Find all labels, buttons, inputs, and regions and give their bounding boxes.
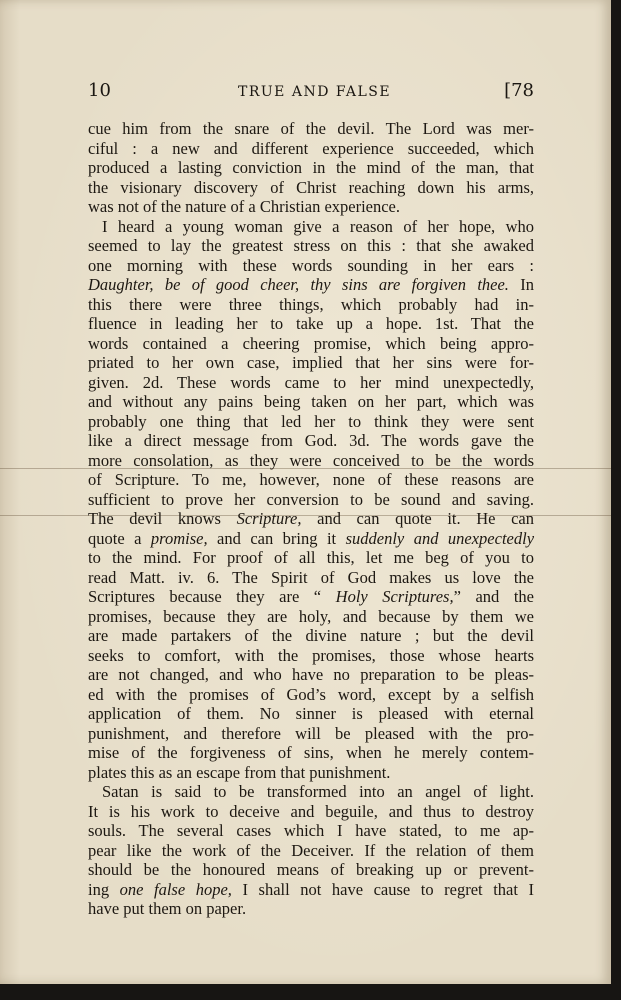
text-line: Daughter, be of good cheer, thy sins are forgiven thee. In <box>88 275 534 294</box>
text-line: should be the honoured means of breaking up or prevent- <box>88 860 534 879</box>
text-line: application of them. No sinner is pleased with eternal <box>88 704 534 723</box>
italic-word: promise, <box>150 528 208 548</box>
text-line: I heard a young woman give a reason of her hope, who <box>102 216 534 236</box>
text-line: ciful : a new and different experience succeeded, which <box>88 138 534 158</box>
body-text <box>88 119 534 919</box>
italic-phrase: one false hope, <box>119 879 232 899</box>
text-line: souls. The several cases which I have stated, to me ap- <box>88 821 534 840</box>
text-line: seemed to lay the greatest stress on this : that she awaked <box>88 236 534 255</box>
text-line: ed with the promises of God’s word, except by a selfish <box>88 684 534 704</box>
text-line: was not of the nature of a Christian experience. <box>88 197 401 216</box>
text-line: have put them on paper. <box>88 899 247 918</box>
text-line: words contained a cheering promise, which being appro- <box>88 333 534 353</box>
text-line: plates this as an escape from that punishment. <box>88 762 391 782</box>
text-line: The devil knows Scripture, and can quote it. He can <box>88 509 534 528</box>
text-line: to the mind. For proof of all this, let me beg of you to <box>88 548 534 567</box>
text-line: sufficient to prove her conversion to be sound and saving. <box>88 489 534 509</box>
italic-phrase: Holy Scriptures, <box>335 587 454 606</box>
text-line: mise of the forgiveness of sins, when he merely contem- <box>88 743 534 762</box>
text-line: read Matt. iv. 6. The Spirit of God makes us love the <box>88 567 534 587</box>
text-line: this there were three things, which probably had in- <box>88 294 534 314</box>
text-line: pear like the work of the Deceiver. If the relation of them <box>88 840 534 860</box>
running-title: TRUE AND FALSE <box>238 84 392 100</box>
text-line: the visionary discovery of Christ reaching down his arms, <box>88 177 534 197</box>
text-line: It is his work to deceive and beguile, and thus to destroy <box>88 801 534 821</box>
text-line: are made partakers of the divine nature ; but the devil <box>88 626 534 645</box>
text-line: promises, because they are holy, and because by them we <box>88 606 534 626</box>
text-line: fluence in leading her to take up a hope. 1st. That the <box>88 314 534 333</box>
text-line: ing one false hope, I shall not have cause to regret that I <box>88 879 534 899</box>
text-line: produced a lasting conviction in the mind of the man, that <box>88 158 534 177</box>
text-line: seeks to comfort, with the promises, those whose hearts <box>88 645 534 665</box>
text-line: quote a promise, and can bring it suddenly and unexpectedly <box>88 528 535 548</box>
text-line: Scriptures because they are “ Holy Scriptures,” and the <box>88 587 534 606</box>
italic-word: Scripture, <box>236 509 302 528</box>
running-head <box>88 80 534 104</box>
page-number: 10 <box>88 80 111 101</box>
text-line: Satan is said to be transformed into an angel of light. <box>102 782 534 801</box>
text-line: probably one thing that led her to think they were sent <box>88 411 534 431</box>
text-line: one morning with these words sounding in her ears : <box>88 255 534 275</box>
text-line: given. 2d. These words came to her mind unexpectedly, <box>88 372 534 392</box>
text-line: punishment, and therefore will be pleased with the pro- <box>88 723 534 743</box>
text-line: more consolation, as they were conceived to be the words <box>88 450 534 470</box>
text-line: like a direct message from God. 3d. The words gave the <box>88 431 534 450</box>
text-line: cue him from the snare of the devil. The Lord was mer- <box>88 119 534 138</box>
italic-quote: Daughter, be of good cheer, thy sins are forgiven thee. <box>88 275 509 294</box>
section-number: [78 <box>504 80 534 101</box>
text-line: and without any pains being taken on her part, which was <box>88 392 534 411</box>
text-line: priated to her own case, implied that her sins were for- <box>88 353 534 372</box>
text-line: are not changed, and who have no preparation to be pleas- <box>88 665 534 684</box>
italic-phrase: suddenly and unexpectedly <box>345 528 535 548</box>
text-line: of Scripture. To me, however, none of these reasons are <box>88 470 534 489</box>
